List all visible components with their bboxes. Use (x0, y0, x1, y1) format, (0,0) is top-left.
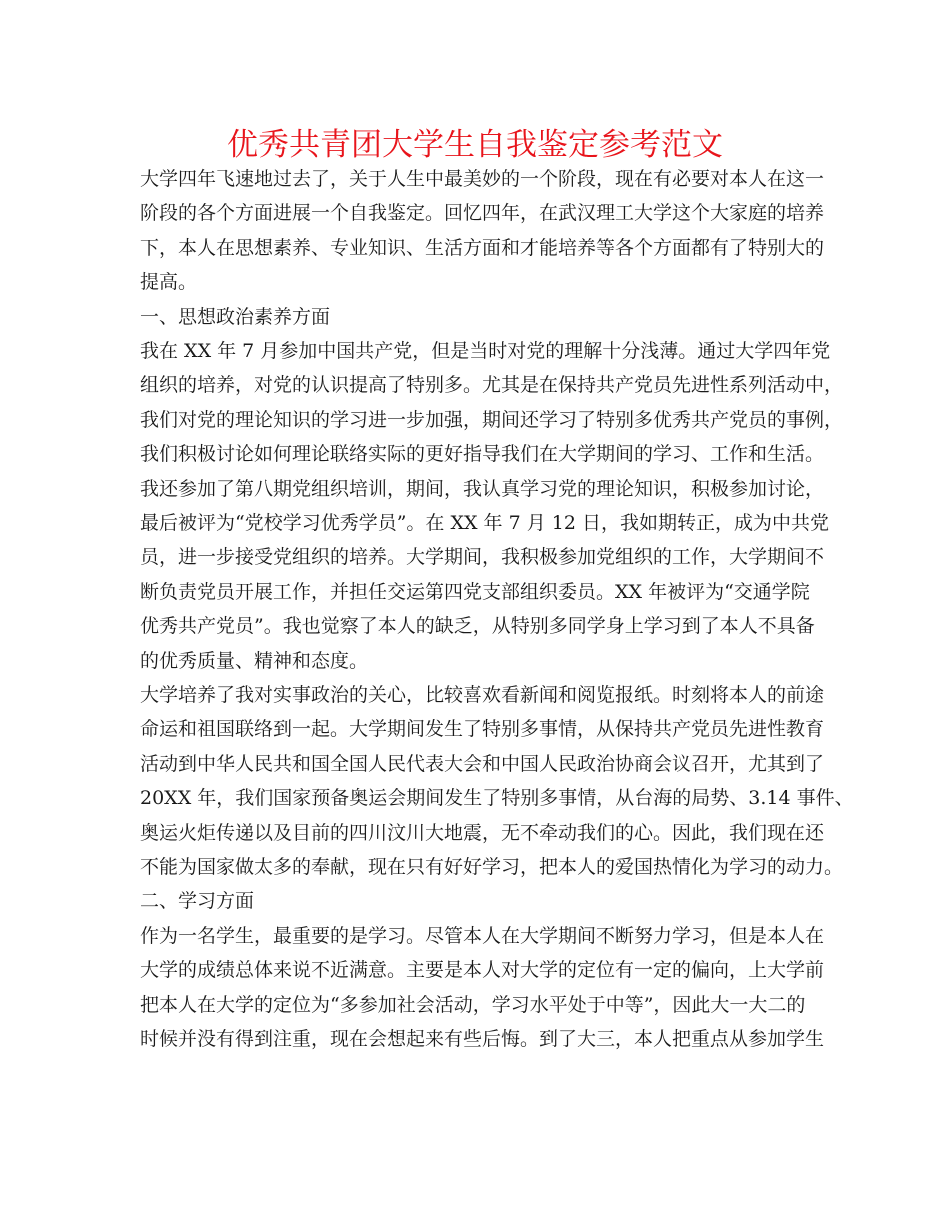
body-line: 时候并没有得到注重，现在会想起来有些后悔。到了大三，本人把重点从参加学生 (140, 1028, 825, 1050)
body-line: 我们积极讨论如何理论联络实际的更好指导我们在大学期间的学习、工作和生活。 (140, 443, 825, 466)
body-line: 员，进一步接受党组织的培养。大学期间，我积极参加党组织的工作，大学期间不 (140, 546, 825, 569)
body-line: 作为一名学生，最重要的是学习。尽管本人在大学期间不断努力学习，但是本人在 (140, 924, 825, 947)
body-line: 组织的培养，对党的认识提高了特别多。尤其是在保持共产党员先进性系列活动中， (140, 374, 844, 397)
body-line: 活动到中华人民共和国全国人民代表大会和中国人民政治协商会议召开，尤其到了 (140, 752, 825, 775)
body-line: 我还参加了第八期党组织培训，期间，我认真学习党的理论知识，积极参加讨论， (140, 477, 825, 500)
body-line: 大学培养了我对实事政治的关心，比较喜欢看新闻和阅览报纸。时刻将本人的前途 (140, 684, 825, 706)
body-line: 奥运火炬传递以及目前的四川汶川大地震，无不牵动我们的心。因此，我们现在还 (140, 821, 825, 844)
body-line: 提高。 (140, 271, 198, 294)
body-line: 阶段的各个方面进展一个自我鉴定。回忆四年，在武汉理工大学这个大家庭的培养 (140, 202, 825, 225)
body-line: 下，本人在思想素养、专业知识、生活方面和才能培养等各个方面都有了特别大的 (140, 236, 825, 259)
body-line: 把本人在大学的定位为“多参加社会活动，学习水平处于中等”，因此大一大二的 (140, 993, 806, 1016)
body-line: 大学的成绩总体来说不近满意。主要是本人对大学的定位有一定的偏向，上大学前 (140, 959, 825, 982)
body-line: 优秀共产党员”。我也觉察了本人的缺乏，从特别多同学身上学习到了本人不具备 (140, 615, 815, 638)
body-line: 一、思想政治素养方面 (140, 305, 331, 328)
document-title: 优秀共青团大学生自我鉴定参考范文 (227, 127, 723, 163)
body-line: 我们对党的理论知识的学习进一步加强，期间还学习了特别多优秀共产党员的事例， (140, 408, 844, 431)
body-line: 的优秀质量、精神和态度。 (140, 649, 369, 672)
body-line: 不能为国家做太多的奉献，现在只有好好学习，把本人的爱国热情化为学习的动力。 (140, 856, 844, 878)
body-line: 大学四年飞速地过去了，关于人生中最美妙的一个阶段，现在有必要对本人在这一 (140, 168, 825, 190)
body-line: 命运和祖国联络到一起。大学期间发生了特别多事情，从保持共产党员先进性教育 (140, 718, 825, 741)
body-line: 20XX 年，我们国家预备奥运会期间发生了特别多事情，从台海的局势、3.14 事件、 (140, 787, 854, 810)
body-line: 我在 XX 年 7 月参加中国共产党，但是当时对党的理解十分浅薄。通过大学四年党 (140, 340, 831, 362)
body-line: 最后被评为“党校学习优秀学员”。在 XX 年 7 月 12 日，我如期转正，成为中共党 (140, 512, 829, 534)
body-line: 二、学习方面 (140, 890, 255, 913)
body-line: 断负责党员开展工作，并担任交运第四党支部组织委员。XX 年被评为“交通学院 (140, 580, 810, 603)
